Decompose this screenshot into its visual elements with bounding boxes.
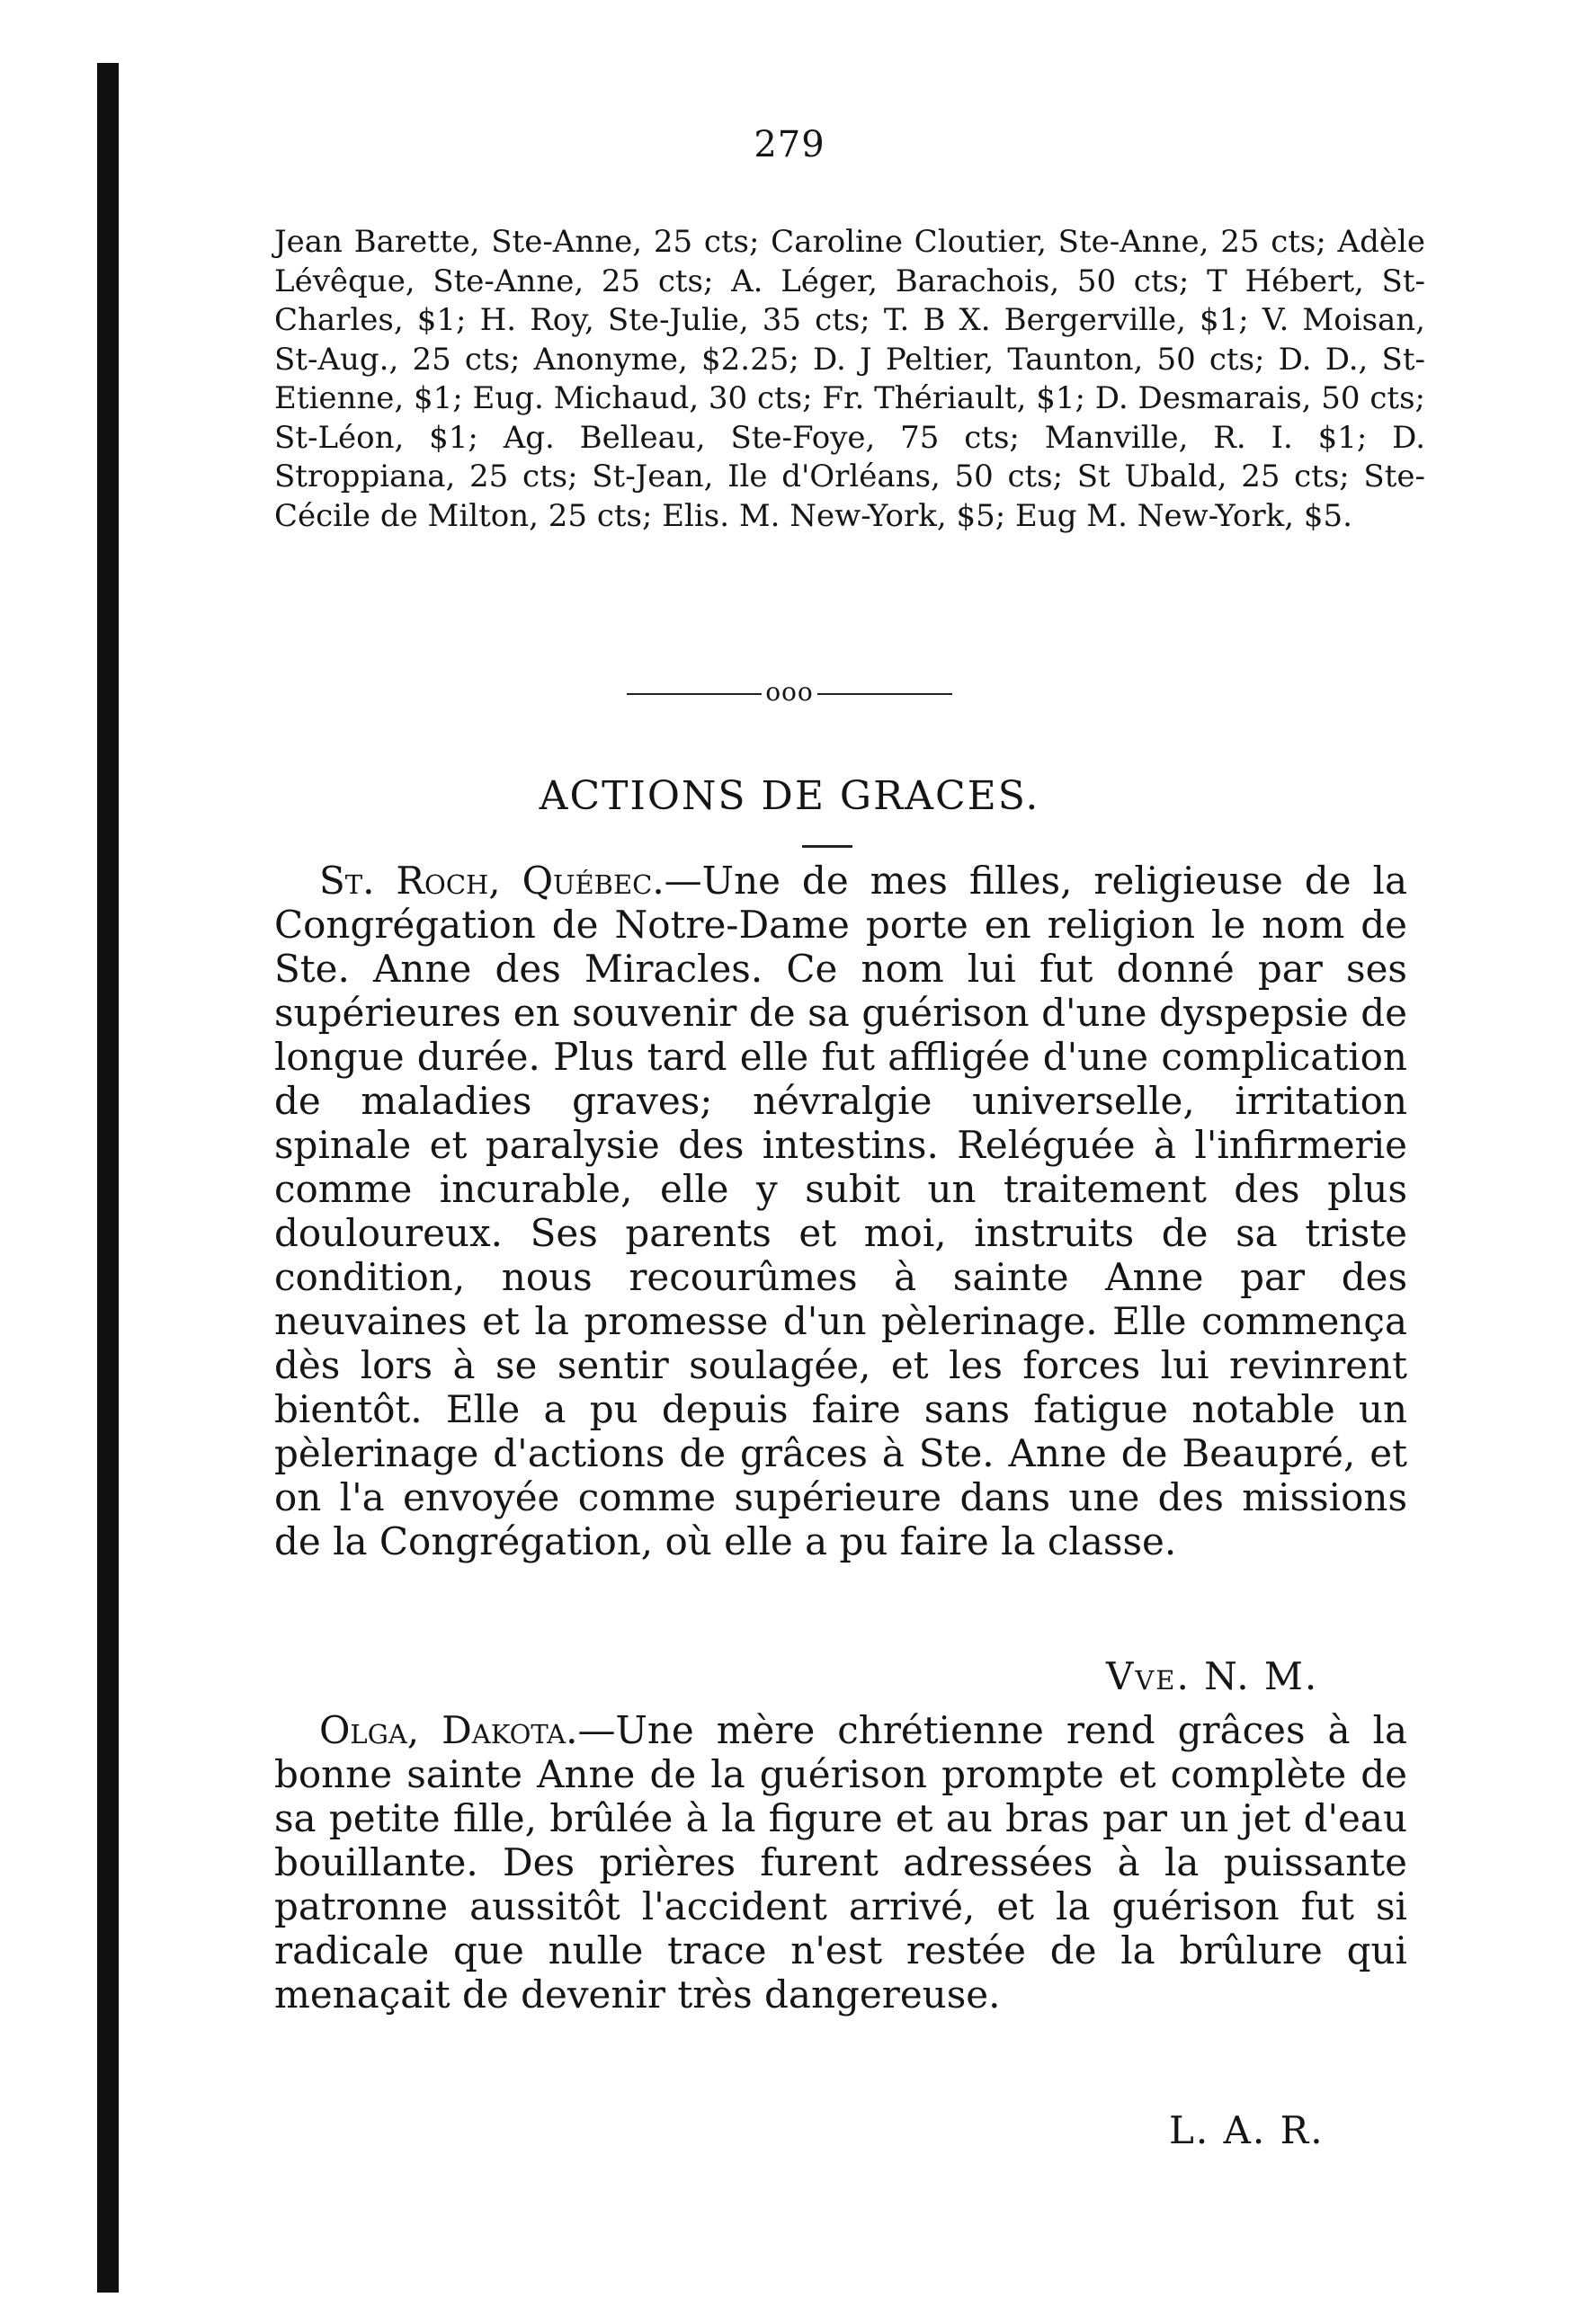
entry-signature: Vve. N. M. bbox=[1106, 1654, 1319, 1698]
section-separator bbox=[0, 677, 1579, 707]
section-title: ACTIONS DE GRACES. bbox=[539, 773, 1040, 819]
entry-place: St. Roch, Québec. bbox=[319, 859, 665, 903]
separator-line-right bbox=[817, 693, 952, 695]
binding-edge bbox=[97, 63, 119, 2293]
testimony-entry bbox=[274, 859, 1407, 1563]
entry-text: —Une de mes filles, religieuse de la Congrégation de Notre-Dame porte en religion le nom de Ste. Anne des Miracles. Ce nom lui fut donné par ses supérieures en souvenir de sa guérison d'une dyspepsie de longue durée. Plus tard elle fut affligée d'une complication de maladies graves; névralgie universelle, irritation spinale et paralysie des intestins. Reléguée à l'infirmerie comme incurable, elle y subit un traitement des plus douloureux. Ses parents et moi, instruits de sa triste condition, nous recourûmes à sainte Anne par des neuvaines et la promesse d'un pèlerinage. Elle commença dès lors à se sentir soulagée, et les forces lui revinrent bientôt. Elle a pu depuis faire sans fatigue notable un pèlerinage d'actions de grâces à Ste. Anne de Beaupré, et on l'a envoyée comme supérieure dans une des missions de la Congrégation, où elle a pu faire la classe. bbox=[274, 859, 1407, 1563]
separator-line-left bbox=[627, 693, 762, 695]
entry-paragraph bbox=[274, 1708, 1407, 2017]
donations-text: Jean Barette, Ste-Anne, 25 cts; Caroline Cloutier, Ste-Anne, 25 cts; Adèle Lévêque, Ste-Anne, 25 cts; A. Léger, Barachois, 50 cts; T Hébert, St-Charles, $1; H. Roy, Ste-Julie, 35 cts; T. B X. Bergerville, $1; V. Moisan, St-Aug., 25 cts; Anonyme, $2.25; D. J Peltier, Taunton, 50 cts; D. D., St-Etienne, $1; Eug. Michaud, 30 cts; Fr. Thériault, $1; D. Desmarais, 50 cts; St-Léon, $1; Ag. Belleau, Ste-Foye, 75 cts; Manville, R. I. $1; D. Stroppiana, 25 cts; St-Jean, Ile d'Orléans, 50 cts; St Ubald, 25 cts; Ste-Cécile de Milton, 25 cts; Elis. M. New-York, $5; Eug M. New-York, $5. bbox=[274, 224, 1425, 534]
title-underline-dash bbox=[802, 845, 852, 848]
testimony-entry bbox=[274, 1708, 1407, 2017]
donations-list bbox=[274, 223, 1425, 536]
entry-place: Olga, Dakota. bbox=[319, 1708, 578, 1752]
entry-text: —Une mère chrétienne rend grâces à la bonne sainte Anne de la guérison prompte et complète de sa petite fille, brûlée à la figure et au bras par un jet d'eau bouillante. Des prières furent adressées à la puissante patronne aussitôt l'accident arrivé, et la guérison fut si radicale que nulle trace n'est restée de la brûlure qui menaçait de devenir très dangereuse. bbox=[274, 1708, 1407, 2017]
separator-ornament: ooo bbox=[765, 677, 814, 707]
entry-signature: L. A. R. bbox=[1169, 2108, 1325, 2152]
entry-paragraph bbox=[274, 859, 1407, 1563]
page-number: 279 bbox=[754, 124, 825, 165]
